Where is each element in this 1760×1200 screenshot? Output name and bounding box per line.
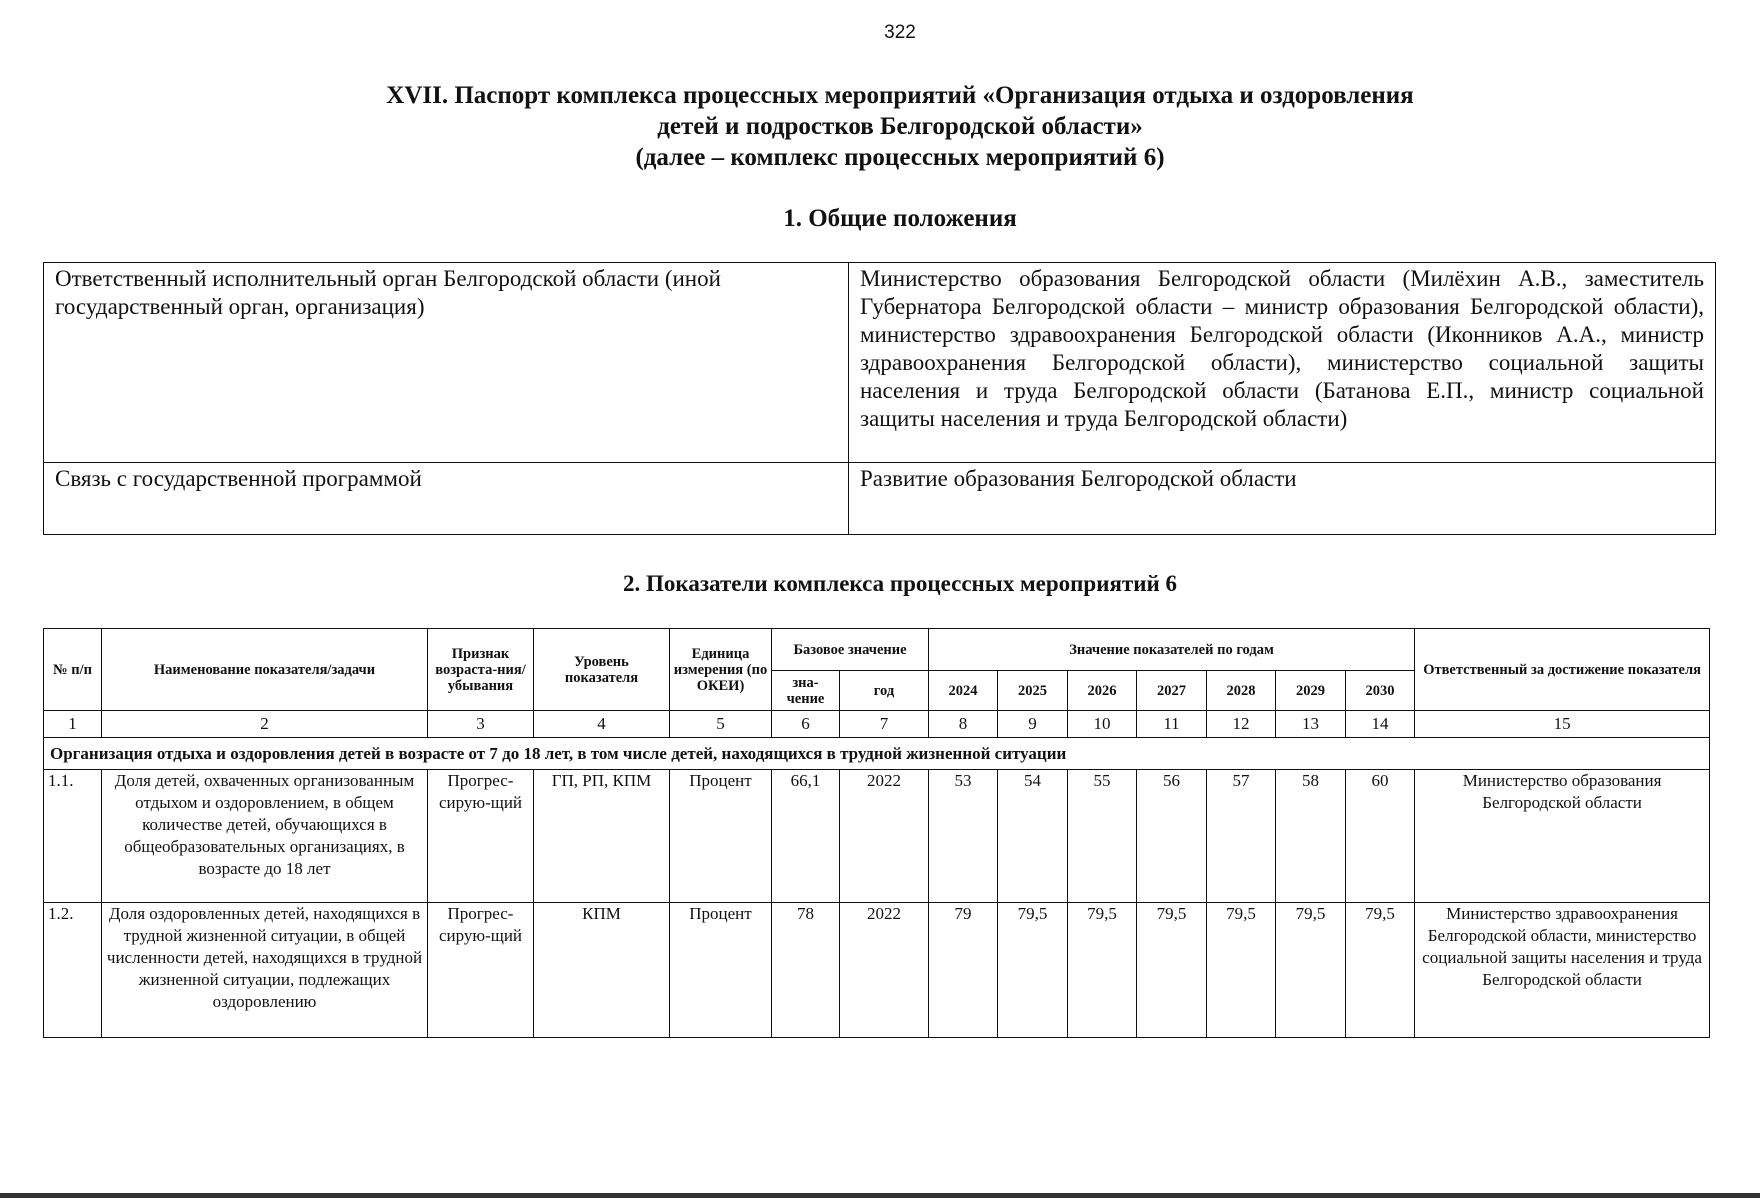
column-number: 15: [1415, 711, 1710, 738]
base-value: 66,1: [772, 770, 840, 903]
indicators-table: [43, 628, 1710, 1038]
header-year: 2029: [1276, 671, 1346, 711]
responsible: Министерство здравоохранения Белгородской области, министерство социальной защиты населения и труда Белгородской области: [1415, 903, 1710, 1038]
heading-line-3: (далее – комплекс процессных мероприятий 6): [635, 144, 1165, 171]
column-number: 14: [1346, 711, 1415, 738]
header-year: 2026: [1068, 671, 1137, 711]
column-number: 1: [44, 711, 102, 738]
header-years-group: Значение показателей по годам: [929, 629, 1415, 671]
column-number: 2: [102, 711, 428, 738]
header-trend: Признак возраста-ния/ убывания: [428, 629, 534, 711]
year-value: 79,5: [1137, 903, 1207, 1038]
program-link-label: Связь с государственной программой: [44, 463, 849, 535]
heading-line-1: XVII. Паспорт комплекса процессных мероприятий «Организация отдыха и оздоровления: [386, 82, 1414, 109]
indicator-level: ГП, РП, КПМ: [534, 770, 670, 903]
table-row: [44, 463, 1716, 535]
year-value: 79,5: [1276, 903, 1346, 1038]
year-value: 79,5: [998, 903, 1068, 1038]
table-row: [44, 903, 1710, 1038]
year-value: 53: [929, 770, 998, 903]
indicator-trend: Прогрес-сирую-щий: [428, 903, 534, 1038]
bottom-scan-edge: [0, 1193, 1760, 1198]
year-value: 60: [1346, 770, 1415, 903]
program-link-value: Развитие образования Белгородской области: [849, 463, 1716, 535]
task-row: [44, 738, 1710, 770]
year-value: 58: [1276, 770, 1346, 903]
year-value: 79: [929, 903, 998, 1038]
header-num: № п/п: [44, 629, 102, 711]
column-number: 5: [670, 711, 772, 738]
indicator-trend: Прогрес-сирую-щий: [428, 770, 534, 903]
column-number: 7: [840, 711, 929, 738]
section-general-title: 1. Общие положения: [783, 205, 1017, 232]
page-number: 322: [884, 22, 916, 43]
base-value: 78: [772, 903, 840, 1038]
header-base-value: зна-чение: [772, 671, 840, 711]
header-row: [44, 629, 1710, 671]
responsible-body-value: Министерство образования Белгородской области (Милёхин А.В., заместитель Губернатора Белгородской области – министр образования Белгородской области), министерство здравоохранения Белгородской области (Иконников А.А., министр здравоохранения Белгородской области), министерство социальной защиты населения и труда Белгородской области (Батанова Е.П., министр социальной защиты населения и труда Белгородской области): [849, 263, 1716, 463]
document-heading: [100, 80, 1700, 173]
header-year: 2030: [1346, 671, 1415, 711]
column-number: 6: [772, 711, 840, 738]
base-year: 2022: [840, 770, 929, 903]
table-row: [44, 770, 1710, 903]
year-value: 55: [1068, 770, 1137, 903]
header-year: 2025: [998, 671, 1068, 711]
indicator-unit: Процент: [670, 770, 772, 903]
column-number: 13: [1276, 711, 1346, 738]
column-number: 8: [929, 711, 998, 738]
indicator-unit: Процент: [670, 903, 772, 1038]
header-year: 2027: [1137, 671, 1207, 711]
year-value: 57: [1207, 770, 1276, 903]
column-number: 11: [1137, 711, 1207, 738]
heading-line-2: детей и подростков Белгородской области»: [657, 113, 1143, 140]
header-unit: Единица измерения (по ОКЕИ): [670, 629, 772, 711]
column-number: 10: [1068, 711, 1137, 738]
year-value: 79,5: [1207, 903, 1276, 1038]
responsible-body-label: Ответственный исполнительный орган Белгородской области (иной государственный орган, организация): [44, 263, 849, 463]
year-value: 79,5: [1068, 903, 1137, 1038]
section-indicators-title: 2. Показатели комплекса процессных мероприятий 6: [623, 571, 1177, 596]
table-row: [44, 263, 1716, 463]
year-value: 56: [1137, 770, 1207, 903]
year-value: 79,5: [1346, 903, 1415, 1038]
header-base: Базовое значение: [772, 629, 929, 671]
column-number: 12: [1207, 711, 1276, 738]
column-number: 3: [428, 711, 534, 738]
base-year: 2022: [840, 903, 929, 1038]
indicator-name: Доля детей, охваченных организованным отдыхом и оздоровлением, в общем количестве детей, обучающихся в общеобразовательных организациях, в возрасте до 18 лет: [102, 770, 428, 903]
task-title: Организация отдыха и оздоровления детей в возрасте от 7 до 18 лет, в том числе детей, находящихся в трудной жизненной ситуации: [44, 738, 1710, 770]
indicator-name: Доля оздоровленных детей, находящихся в трудной жизненной ситуации, в общей численности детей, находящихся в трудной жизненной ситуации, подлежащих оздоровлению: [102, 903, 428, 1038]
column-number-row: [44, 711, 1710, 738]
header-name: Наименование показателя/задачи: [102, 629, 428, 711]
header-base-year: год: [840, 671, 929, 711]
row-num: 1.1.: [44, 770, 102, 903]
row-num: 1.2.: [44, 903, 102, 1038]
column-number: 4: [534, 711, 670, 738]
year-value: 54: [998, 770, 1068, 903]
header-level: Уровень показателя: [534, 629, 670, 711]
header-year: 2028: [1207, 671, 1276, 711]
indicator-level: КПМ: [534, 903, 670, 1038]
header-responsible: Ответственный за достижение показателя: [1415, 629, 1710, 711]
responsible: Министерство образования Белгородской области: [1415, 770, 1710, 903]
column-number: 9: [998, 711, 1068, 738]
header-year: 2024: [929, 671, 998, 711]
general-provisions-table: [43, 262, 1716, 535]
